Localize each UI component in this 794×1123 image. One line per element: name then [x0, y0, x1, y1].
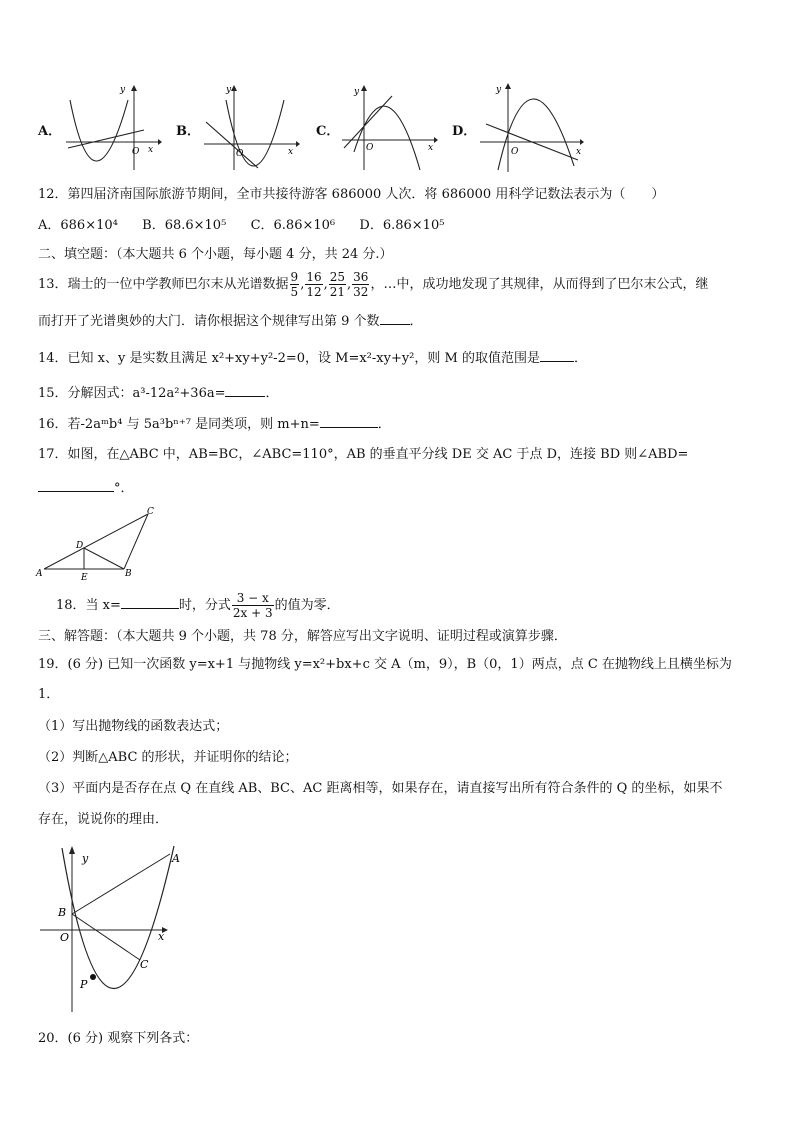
q12-stem: 12．第四届济南国际旅游节期间，全市共接待游客 686000 人次．将 686000 用科学记数法表示为（ ） — [38, 187, 665, 202]
q17-triangle-figure — [34, 504, 164, 582]
q13-fraction-4: $\frac{36}{32}$ — [353, 270, 369, 299]
q15-text: 15．分解因式：a³-12a²+36a= — [38, 386, 226, 401]
q11-d-o-label: O — [511, 147, 519, 157]
q11-a-y-label: y — [120, 85, 126, 95]
q19-part-2: （2）判断△ABC 的形状，并证明你的结论； — [38, 750, 298, 765]
q15-line — [38, 384, 279, 403]
q11-b-o-label: O — [236, 149, 244, 159]
q11-option-b-label: B． — [176, 124, 200, 139]
q19-label-c: C — [140, 958, 149, 971]
q13-answer-blank[interactable] — [380, 312, 410, 325]
q19-line-2: 1． — [38, 687, 60, 702]
q19-label-b: B — [58, 906, 67, 919]
q11-a-o-label: O — [132, 147, 140, 157]
section-3-heading: 三、解答题：（本大题共 9 个小题，共 78 分，解答应写出文字说明、证明过程或演算步骤． — [38, 629, 567, 644]
q13-line-1: 13．瑞士的一位中学教师巴尔末从光谱数据 $\frac{9}{5}$ , $\frac{16}{12}$ , $\frac{25}{21}$ , $\frac{36}{32}$ ，…中，成功地发现了其规律，从而得到了巴尔末公式，继 — [38, 270, 709, 299]
q13-line-2-text: 而打开了光谱奥妙的大门．请你根据这个规律写出第 9 个数 — [38, 314, 380, 329]
q19-part-3-line-1: （3）平面内是否存在点 Q 在直线 AB、BC、AC 距离相等，如果存在，请直接写出所有符合条件的 Q 的坐标，如果不 — [38, 781, 723, 796]
q12-option-d: D．6.86×10⁵ — [359, 218, 445, 233]
q13-suffix: ，…中，成功地发现了其规律，从而得到了巴尔末公式，继 — [370, 277, 709, 292]
q12-option-c: C．6.86×10⁶ — [250, 218, 336, 233]
q17-text: 17．如图，在△ABC 中，AB=BC，∠ABC=110°，AB 的垂直平分线 DE 交 AC 于点 D，连接 BD 则∠ABD= — [38, 447, 689, 462]
q11-d-y-label: y — [496, 85, 502, 95]
q19-line-1: 19．(6 分) 已知一次函数 y=x+1 与抛物线 y=x²+bx+c 交 A（m，9），B（0，1）两点，点 C 在抛物线上且横坐标为 — [38, 657, 732, 672]
q11-graph-c — [340, 82, 442, 172]
q18-prefix: 18．当 x= — [56, 598, 121, 613]
q16-answer-blank[interactable] — [320, 415, 378, 428]
q12-option-a: A．686×10⁴ — [38, 218, 118, 233]
q12-options — [38, 217, 444, 235]
q19-part-1: （1）写出抛物线的函数表达式； — [38, 719, 229, 734]
q13-fraction-1: $\frac{9}{5}$ — [290, 270, 299, 299]
q16-text: 16．若-2aᵐb⁴ 与 5a³bⁿ⁺⁷ 是同类项，则 m+n= — [38, 417, 320, 432]
q16-line — [38, 415, 391, 434]
q19-label-o: O — [60, 931, 70, 944]
q15-answer-blank[interactable] — [225, 384, 265, 397]
q20-text: 20．(6 分) 观察下列各式： — [38, 1031, 199, 1046]
q11-c-y-label: y — [354, 87, 360, 97]
q17-answer-line — [38, 479, 134, 498]
q17-label-a: A — [36, 569, 43, 579]
q14-line — [38, 349, 587, 368]
q14-end: ． — [573, 351, 587, 366]
q14-text: 14．已知 x、y 是实数且满足 x²+xy+y²-2=0，设 M=x²-xy+y²，则 M 的取值范围是 — [38, 351, 540, 366]
q11-option-c-label: C． — [316, 124, 340, 139]
q14-answer-blank[interactable] — [540, 349, 574, 362]
q18-mid: 时，分式 — [178, 598, 231, 613]
q17-label-b: B — [125, 569, 132, 579]
q16-end: ． — [377, 417, 391, 432]
q11-d-x-label: x — [576, 147, 582, 157]
q15-end: ． — [265, 386, 279, 401]
q18-line — [56, 590, 340, 622]
q13-line-2 — [38, 312, 423, 331]
q11-b-y-label: y — [226, 85, 232, 95]
q17-end: °． — [114, 481, 134, 496]
q19-label-p: P — [80, 978, 88, 991]
q18-answer-blank[interactable] — [121, 596, 179, 609]
q17-label-d: D — [76, 541, 84, 551]
q11-option-d-label: D． — [452, 124, 477, 139]
q11-a-x-label: x — [148, 145, 154, 155]
q18-fraction — [232, 591, 274, 620]
q19-label-y: y — [82, 852, 89, 865]
q19-label-x: x — [158, 930, 165, 943]
section-2-heading: 二、填空题：（本大题共 6 个小题，每小题 4 分，共 24 分.） — [38, 247, 393, 262]
q11-option-a-label: A． — [38, 124, 62, 139]
q11-graph-b — [200, 82, 302, 172]
q13-prefix: 13．瑞士的一位中学教师巴尔末从光谱数据 — [38, 277, 289, 292]
q18-suffix: 的值为零． — [274, 598, 340, 613]
q17-label-c: C — [147, 507, 154, 517]
q13-fraction-2: $\frac{16}{12}$ — [306, 270, 322, 299]
q18-numerator: 3 − x — [232, 591, 274, 606]
q13-end: ． — [409, 314, 423, 329]
q19-parabola-figure — [38, 840, 184, 1016]
q11-graph-d — [478, 80, 588, 176]
q11-c-o-label: O — [366, 143, 374, 153]
q11-graph-a — [62, 82, 162, 172]
q19-label-a: A — [172, 852, 180, 865]
q12-option-b: B．68.6×10⁵ — [142, 218, 227, 233]
q11-b-x-label: x — [288, 147, 294, 157]
q13-fraction-3: $\frac{25}{21}$ — [329, 270, 346, 299]
q18-denominator: 2x + 3 — [232, 606, 273, 620]
q17-answer-blank[interactable] — [38, 479, 114, 492]
q17-label-e: E — [81, 573, 88, 582]
q19-part-3-line-2: 存在，说说你的理由． — [38, 812, 169, 827]
q11-c-x-label: x — [428, 143, 434, 153]
